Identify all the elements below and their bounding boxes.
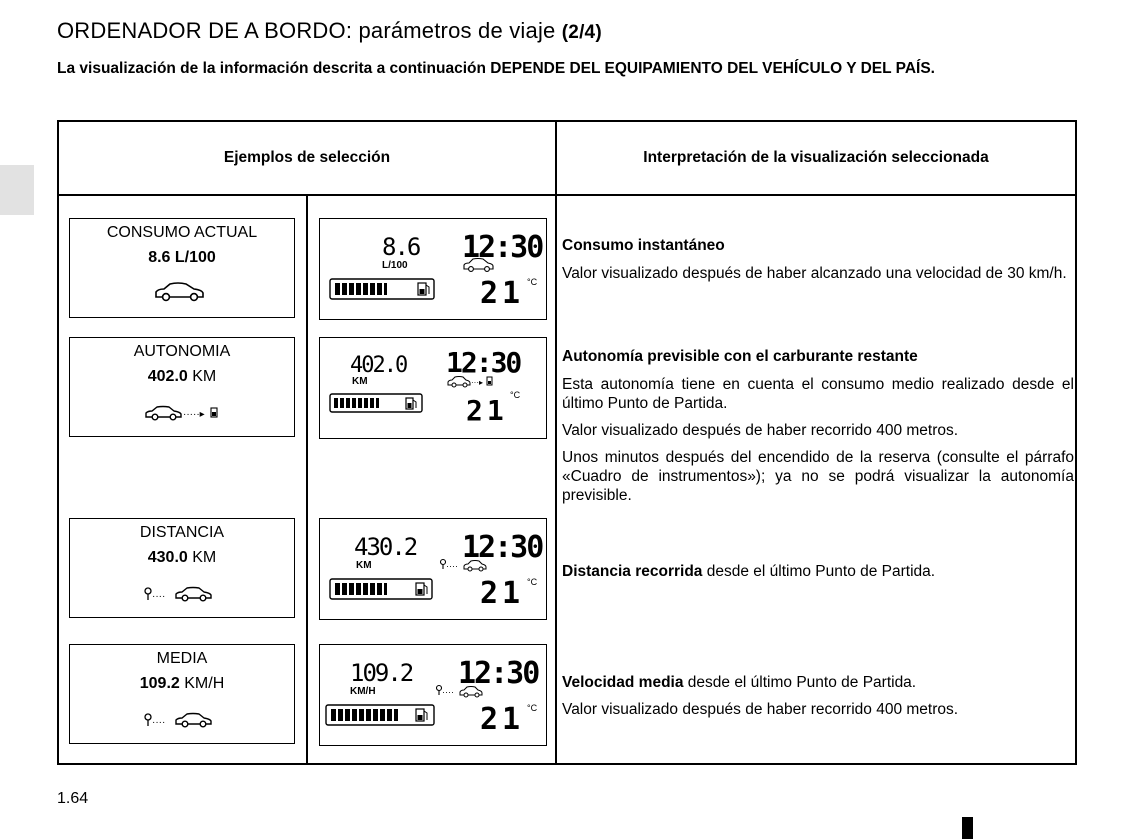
title-main: ORDENADOR DE A BORDO: parámetros de viaje <box>57 18 556 43</box>
key-to-car-icon <box>70 581 294 603</box>
selection-box-media <box>69 644 295 744</box>
svg-text:····: ···· <box>152 591 166 602</box>
page-title <box>57 18 602 44</box>
column-divider-main <box>555 122 557 763</box>
page-edge-marker <box>962 817 973 839</box>
lcd-value: 8.6 <box>382 233 420 261</box>
selection-label: CONSUMO ACTUAL <box>106 224 258 241</box>
interpretation-text: Distancia recorrida desde el último Punto de Partida. <box>562 563 936 580</box>
lcd-temp-unit: °C <box>527 577 538 587</box>
lcd-value: 430.2 <box>354 533 417 561</box>
selection-box-distancia <box>69 518 295 618</box>
svg-text:····: ···· <box>446 561 458 571</box>
svg-text:····: ···· <box>442 687 454 697</box>
column-divider-examples <box>306 194 308 763</box>
header-examples: Ejemplos de selección <box>223 149 391 166</box>
selection-label: DISTANCIA <box>139 524 225 541</box>
lcd-unit: L/100 <box>382 260 408 271</box>
interpretation-text: Unos minutos después del encendido de la reserva (consulte el párrafo «Cuadro de instrumentos»); ya no se podrá visualizar la autonomía previsible. <box>562 449 1074 504</box>
lcd-temp-unit: °C <box>527 277 538 287</box>
lcd-temp-unit: °C <box>527 703 538 713</box>
svg-text:····: ···· <box>152 717 166 728</box>
interpretation-heading: Autonomía previsible con el carburante restante <box>562 348 918 365</box>
interpretation-consumo <box>562 236 1074 291</box>
fuel-gauge <box>330 279 434 299</box>
lcd-temp: 21 <box>466 394 508 427</box>
interpretation-distancia <box>562 562 1074 589</box>
side-tab <box>0 165 34 215</box>
interpretation-text: Valor visualizado después de haber recorrido 400 metros. <box>562 422 959 439</box>
car-icon <box>70 281 294 303</box>
subtitle: La visualización de la información descrita a continuación DEPENDE DEL EQUIPAMIENTO DEL VEHÍCULO Y DEL PAÍS. <box>57 60 935 77</box>
lcd-temp: 21 <box>480 576 525 611</box>
svg-text:·····▸: ·····▸ <box>183 409 205 420</box>
lcd-temp: 21 <box>480 276 525 311</box>
lcd-display-media <box>319 644 547 746</box>
lcd-time: 12:30 <box>462 530 543 565</box>
interpretation-text: Valor visualizado después de haber recorrido 400 metros. <box>562 701 959 718</box>
selection-box-consumo <box>69 218 295 318</box>
selection-box-autonomia <box>69 337 295 437</box>
lcd-time: 12:30 <box>446 346 521 379</box>
car-to-pump-icon <box>70 400 294 422</box>
selection-label: MEDIA <box>156 650 208 667</box>
lcd-value: 402.0 <box>350 353 407 378</box>
selection-value: 109.2 KM/H <box>139 675 225 692</box>
lcd-display-distancia <box>319 518 547 620</box>
lcd-value: 109.2 <box>350 659 413 687</box>
lcd-unit: KM <box>352 376 368 387</box>
fuel-gauge <box>326 705 434 725</box>
lcd-temp: 21 <box>480 702 525 737</box>
lcd-time: 12:30 <box>458 656 539 691</box>
selection-value: 430.0 KM <box>147 549 217 566</box>
fuel-gauge <box>330 394 422 412</box>
selection-value: 8.6 L/100 <box>148 249 216 266</box>
fuel-gauge <box>330 579 432 599</box>
interpretation-text: Esta autonomía tiene en cuenta el consumo medio realizado desde el último Punto de Partida. <box>562 376 1074 412</box>
lcd-display-consumo <box>319 218 547 320</box>
interpretation-text: Velocidad media desde el último Punto de Partida. <box>562 674 917 691</box>
title-suffix: (2/4) <box>561 22 602 43</box>
interpretation-media <box>562 673 1074 727</box>
selection-label: AUTONOMIA <box>133 343 231 360</box>
lcd-unit: KM <box>356 560 372 571</box>
lcd-time: 12:30 <box>462 230 543 265</box>
lcd-unit: KM/H <box>350 686 376 697</box>
fuel-pump-icon <box>406 398 416 409</box>
header-interpretation: Interpretación de la visualización seleccionada <box>643 149 989 166</box>
interpretation-heading: Consumo instantáneo <box>562 237 725 254</box>
page-number: 1.64 <box>57 790 89 807</box>
fuel-pump-icon <box>416 583 427 595</box>
lcd-display-autonomia <box>319 337 547 439</box>
selection-value: 402.0 KM <box>147 368 217 385</box>
info-table <box>57 120 1077 765</box>
fuel-pump-icon <box>416 709 427 721</box>
lcd-temp-unit: °C <box>510 390 521 400</box>
key-to-car-icon <box>70 707 294 729</box>
header-divider <box>59 194 1075 196</box>
interpretation-autonomia <box>562 347 1074 513</box>
fuel-pump-icon <box>418 283 429 295</box>
interpretation-text: Valor visualizado después de haber alcanzado una velocidad de 30 km/h. <box>562 265 1067 282</box>
svg-text:···▸: ···▸ <box>471 378 484 387</box>
